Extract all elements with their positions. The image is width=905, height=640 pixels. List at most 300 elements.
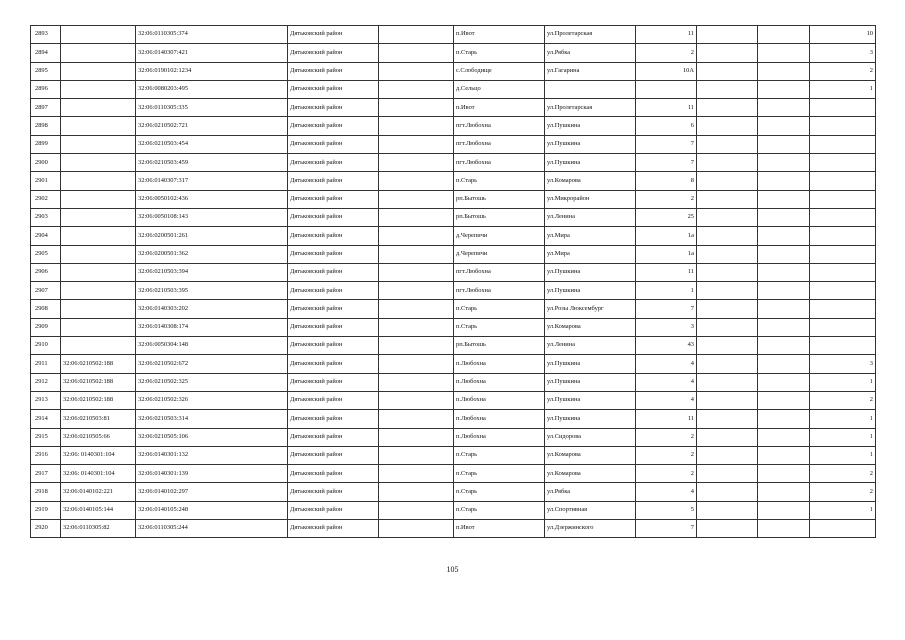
cell-row-number: 2912 — [31, 373, 61, 391]
cell-street: ул.Пушкина — [545, 410, 636, 428]
cell-settlement: рп.Бытошь — [454, 190, 545, 208]
cell-settlement: п.Старь — [454, 501, 545, 519]
cell-settlement: п.Старь — [454, 172, 545, 190]
cell-street: ул.Пролетарская — [545, 99, 636, 117]
cell-parent-cadastral-number — [61, 245, 136, 263]
cell-building — [697, 373, 758, 391]
cell-row-number: 2895 — [31, 62, 61, 80]
cell-district: Дятьковский район — [288, 410, 379, 428]
cell-building — [697, 245, 758, 263]
cell-house-number: 2 — [636, 465, 697, 483]
cell-district: Дятьковский район — [288, 428, 379, 446]
cell-cadastral-number: 32:06:0140308:174 — [136, 318, 288, 336]
cell-settlement: п.Старь — [454, 465, 545, 483]
cell-cadastral-number: 32:06:0210503:459 — [136, 154, 288, 172]
cell-apartment — [758, 62, 810, 80]
cell-empty-col — [379, 391, 454, 409]
cell-settlement: с.Слободище — [454, 62, 545, 80]
table-row — [31, 263, 876, 281]
cell-apartment — [758, 410, 810, 428]
cell-house-number: 5 — [636, 501, 697, 519]
cell-street: ул.Мира — [545, 227, 636, 245]
table-row — [31, 245, 876, 263]
cell-settlement: п.Ивот — [454, 99, 545, 117]
cell-apartment — [758, 154, 810, 172]
cell-house-number: 2 — [636, 190, 697, 208]
cell-house-number: 4 — [636, 373, 697, 391]
cell-settlement: п.Старь — [454, 446, 545, 464]
cell-empty-col — [379, 80, 454, 98]
cell-parent-cadastral-number — [61, 154, 136, 172]
cell-house-number: 11 — [636, 410, 697, 428]
cell-street: ул.Комарова — [545, 446, 636, 464]
cell-apartment — [758, 501, 810, 519]
cell-district: Дятьковский район — [288, 282, 379, 300]
cell-street: ул.Комарова — [545, 318, 636, 336]
cell-house-number: 6 — [636, 117, 697, 135]
cell-street: ул.Пушкина — [545, 391, 636, 409]
cell-row-number: 2920 — [31, 520, 61, 538]
cell-apartment — [758, 117, 810, 135]
cell-row-number: 2905 — [31, 245, 61, 263]
cell-house-number: 10А — [636, 62, 697, 80]
cell-count: 1 — [810, 80, 876, 98]
table-row — [31, 391, 876, 409]
cell-cadastral-number: 32:06:0210503:394 — [136, 263, 288, 281]
cell-parent-cadastral-number: 32:06:0110305:82 — [61, 520, 136, 538]
cell-district: Дятьковский район — [288, 208, 379, 226]
cell-building — [697, 391, 758, 409]
cell-apartment — [758, 318, 810, 336]
cell-empty-col — [379, 428, 454, 446]
table-row — [31, 62, 876, 80]
cell-apartment — [758, 99, 810, 117]
cell-street: ул.Ленина — [545, 208, 636, 226]
cell-empty-col — [379, 318, 454, 336]
table-row — [31, 190, 876, 208]
cell-building — [697, 282, 758, 300]
cell-count — [810, 135, 876, 153]
cell-parent-cadastral-number: 32:06:0210502:188 — [61, 391, 136, 409]
table-row — [31, 80, 876, 98]
table-row — [31, 282, 876, 300]
cell-district: Дятьковский район — [288, 80, 379, 98]
cell-building — [697, 263, 758, 281]
cell-building — [697, 154, 758, 172]
cell-parent-cadastral-number — [61, 190, 136, 208]
cell-apartment — [758, 520, 810, 538]
cell-cadastral-number: 32:06:0200501:362 — [136, 245, 288, 263]
cell-house-number: 7 — [636, 300, 697, 318]
cell-building — [697, 117, 758, 135]
cell-building — [697, 44, 758, 62]
cell-parent-cadastral-number: 32:06:0140105:144 — [61, 501, 136, 519]
cell-row-number: 2901 — [31, 172, 61, 190]
cell-building — [697, 172, 758, 190]
cell-row-number: 2900 — [31, 154, 61, 172]
cell-count: 3 — [810, 44, 876, 62]
cell-settlement: п.Старь — [454, 44, 545, 62]
table-row — [31, 44, 876, 62]
cell-empty-col — [379, 44, 454, 62]
cell-empty-col — [379, 483, 454, 501]
cell-count: 2 — [810, 62, 876, 80]
cell-cadastral-number: 32:06:0140301:132 — [136, 446, 288, 464]
table-row — [31, 483, 876, 501]
cell-house-number: 25 — [636, 208, 697, 226]
cell-building — [697, 99, 758, 117]
cell-building — [697, 62, 758, 80]
cell-cadastral-number: 32:06:0210502:721 — [136, 117, 288, 135]
cell-district: Дятьковский район — [288, 355, 379, 373]
cell-cadastral-number: 32:06:0110305:335 — [136, 99, 288, 117]
cell-district: Дятьковский район — [288, 154, 379, 172]
cell-street: ул.Микрорайон — [545, 190, 636, 208]
cell-parent-cadastral-number — [61, 282, 136, 300]
table-row — [31, 154, 876, 172]
cell-empty-col — [379, 446, 454, 464]
cell-district: Дятьковский район — [288, 300, 379, 318]
cell-parent-cadastral-number — [61, 26, 136, 44]
cell-parent-cadastral-number — [61, 318, 136, 336]
cell-parent-cadastral-number: 32:06:0210502:188 — [61, 373, 136, 391]
cell-empty-col — [379, 117, 454, 135]
cell-house-number: 2 — [636, 446, 697, 464]
table-row — [31, 410, 876, 428]
cell-count — [810, 208, 876, 226]
table-row — [31, 428, 876, 446]
cell-house-number: 4 — [636, 355, 697, 373]
cell-building — [697, 318, 758, 336]
cell-district: Дятьковский район — [288, 245, 379, 263]
cell-cadastral-number: 32:06:0050102:436 — [136, 190, 288, 208]
cell-empty-col — [379, 227, 454, 245]
cell-street: ул.Пушкина — [545, 263, 636, 281]
cell-street: ул.Пушкина — [545, 373, 636, 391]
cell-house-number: 1 — [636, 282, 697, 300]
cell-district: Дятьковский район — [288, 465, 379, 483]
cell-count — [810, 318, 876, 336]
cell-settlement: п.Любохна — [454, 355, 545, 373]
cell-street: ул.Сидорова — [545, 428, 636, 446]
cell-district: Дятьковский район — [288, 26, 379, 44]
cell-street — [545, 80, 636, 98]
cell-row-number: 2906 — [31, 263, 61, 281]
cell-empty-col — [379, 520, 454, 538]
cell-row-number: 2893 — [31, 26, 61, 44]
table-row — [31, 227, 876, 245]
cell-cadastral-number: 32:06:0210502:326 — [136, 391, 288, 409]
cell-row-number: 2902 — [31, 190, 61, 208]
cell-settlement: п.Любохна — [454, 373, 545, 391]
cell-row-number: 2907 — [31, 282, 61, 300]
table-row — [31, 337, 876, 355]
cell-district: Дятьковский район — [288, 117, 379, 135]
cell-count — [810, 337, 876, 355]
cell-apartment — [758, 282, 810, 300]
cell-house-number: 11 — [636, 99, 697, 117]
cell-parent-cadastral-number — [61, 62, 136, 80]
cell-building — [697, 300, 758, 318]
cell-parent-cadastral-number — [61, 300, 136, 318]
cell-empty-col — [379, 465, 454, 483]
table-row — [31, 300, 876, 318]
cell-empty-col — [379, 62, 454, 80]
cell-house-number: 2 — [636, 428, 697, 446]
cell-apartment — [758, 208, 810, 226]
cell-parent-cadastral-number: 32:06:0210503:81 — [61, 410, 136, 428]
cell-empty-col — [379, 373, 454, 391]
cell-empty-col — [379, 172, 454, 190]
cell-house-number: 8 — [636, 172, 697, 190]
cell-street: ул.Розы Люксембург — [545, 300, 636, 318]
cell-row-number: 2898 — [31, 117, 61, 135]
cell-cadastral-number: 32:06:0200501:261 — [136, 227, 288, 245]
cell-apartment — [758, 428, 810, 446]
cell-cadastral-number: 32:06:0110305:244 — [136, 520, 288, 538]
cell-empty-col — [379, 355, 454, 373]
cell-count — [810, 190, 876, 208]
cell-count — [810, 172, 876, 190]
cell-street: ул.Рябка — [545, 483, 636, 501]
cell-empty-col — [379, 135, 454, 153]
cell-cadastral-number: 32:06:0210502:672 — [136, 355, 288, 373]
cell-settlement: пгт.Любохна — [454, 154, 545, 172]
cell-row-number: 2904 — [31, 227, 61, 245]
cell-house-number: 11 — [636, 26, 697, 44]
cell-building — [697, 355, 758, 373]
cell-empty-col — [379, 263, 454, 281]
cell-count — [810, 245, 876, 263]
cell-street: ул.Рябка — [545, 44, 636, 62]
cell-cadastral-number: 32:06:0140301:139 — [136, 465, 288, 483]
table-row — [31, 172, 876, 190]
cell-street: ул.Мира — [545, 245, 636, 263]
cell-parent-cadastral-number: 32:06:0210502:188 — [61, 355, 136, 373]
cell-street: ул.Дзержинского — [545, 520, 636, 538]
cell-street: ул.Пушкина — [545, 117, 636, 135]
page-number: 105 — [446, 565, 459, 574]
table-row — [31, 208, 876, 226]
cell-row-number: 2897 — [31, 99, 61, 117]
cell-district: Дятьковский район — [288, 337, 379, 355]
cell-settlement: п.Ивот — [454, 26, 545, 44]
cell-row-number: 2910 — [31, 337, 61, 355]
cell-apartment — [758, 26, 810, 44]
cell-street: ул.Пушкина — [545, 282, 636, 300]
cell-count — [810, 154, 876, 172]
cell-building — [697, 135, 758, 153]
table-row — [31, 26, 876, 44]
cell-empty-col — [379, 154, 454, 172]
cell-cadastral-number: 32:06:0210503:454 — [136, 135, 288, 153]
cell-district: Дятьковский район — [288, 135, 379, 153]
cell-row-number: 2917 — [31, 465, 61, 483]
cell-cadastral-number: 32:06:0140105:248 — [136, 501, 288, 519]
cell-building — [697, 190, 758, 208]
cell-house-number: 4 — [636, 483, 697, 501]
cell-row-number: 2914 — [31, 410, 61, 428]
cell-street: ул.Комарова — [545, 172, 636, 190]
cell-settlement: пгт.Любохна — [454, 135, 545, 153]
table-body — [31, 26, 876, 538]
cell-district: Дятьковский район — [288, 483, 379, 501]
table-row — [31, 318, 876, 336]
cell-count — [810, 117, 876, 135]
cell-row-number: 2899 — [31, 135, 61, 153]
cell-parent-cadastral-number — [61, 99, 136, 117]
cell-cadastral-number: 32:06:0190102:1234 — [136, 62, 288, 80]
cell-cadastral-number: 32:06:0210505:106 — [136, 428, 288, 446]
cell-building — [697, 483, 758, 501]
cell-cadastral-number: 32:06:0140307:317 — [136, 172, 288, 190]
table-row — [31, 446, 876, 464]
cell-parent-cadastral-number — [61, 135, 136, 153]
cell-settlement: рп.Бытошь — [454, 208, 545, 226]
cell-building — [697, 208, 758, 226]
cell-cadastral-number: 32:06:0140303:202 — [136, 300, 288, 318]
cell-building — [697, 446, 758, 464]
cell-apartment — [758, 172, 810, 190]
cell-parent-cadastral-number: 32:06: 0140301:104 — [61, 465, 136, 483]
cell-row-number: 2894 — [31, 44, 61, 62]
cell-apartment — [758, 355, 810, 373]
cell-empty-col — [379, 190, 454, 208]
cell-cadastral-number: 32:06:0210503:395 — [136, 282, 288, 300]
cell-settlement: п.Старь — [454, 318, 545, 336]
cell-district: Дятьковский район — [288, 172, 379, 190]
table-row — [31, 501, 876, 519]
cell-district: Дятьковский район — [288, 446, 379, 464]
cell-district: Дятьковский район — [288, 501, 379, 519]
cell-settlement: п.Ивот — [454, 520, 545, 538]
cell-parent-cadastral-number — [61, 227, 136, 245]
cell-apartment — [758, 373, 810, 391]
cell-settlement: п.Любохна — [454, 428, 545, 446]
cell-apartment — [758, 245, 810, 263]
cadastral-table — [30, 25, 876, 538]
table-row — [31, 355, 876, 373]
cell-parent-cadastral-number — [61, 208, 136, 226]
cell-empty-col — [379, 410, 454, 428]
cell-street: ул.Гагарина — [545, 62, 636, 80]
cell-house-number: 7 — [636, 135, 697, 153]
cell-apartment — [758, 300, 810, 318]
cell-parent-cadastral-number — [61, 263, 136, 281]
cell-row-number: 2896 — [31, 80, 61, 98]
cell-count: 2 — [810, 391, 876, 409]
cell-apartment — [758, 337, 810, 355]
cell-settlement: д.Черепичи — [454, 245, 545, 263]
cell-row-number: 2919 — [31, 501, 61, 519]
cell-cadastral-number: 32:06:0210502:325 — [136, 373, 288, 391]
cell-count: 1 — [810, 410, 876, 428]
cell-count: 2 — [810, 465, 876, 483]
cell-district: Дятьковский район — [288, 263, 379, 281]
cell-row-number: 2918 — [31, 483, 61, 501]
cell-count — [810, 300, 876, 318]
cell-building — [697, 80, 758, 98]
cell-count: 1 — [810, 501, 876, 519]
table-row — [31, 520, 876, 538]
cell-apartment — [758, 465, 810, 483]
cell-building — [697, 337, 758, 355]
cell-apartment — [758, 483, 810, 501]
cell-settlement: д.Черепичи — [454, 227, 545, 245]
cell-parent-cadastral-number — [61, 80, 136, 98]
cell-cadastral-number: 32:06:0210503:314 — [136, 410, 288, 428]
cell-empty-col — [379, 282, 454, 300]
cell-count: 10 — [810, 26, 876, 44]
cell-settlement: п.Любохна — [454, 410, 545, 428]
cell-house-number: 2 — [636, 44, 697, 62]
cell-district: Дятьковский район — [288, 62, 379, 80]
cell-parent-cadastral-number — [61, 337, 136, 355]
cell-street: ул.Пушкина — [545, 154, 636, 172]
cell-parent-cadastral-number — [61, 117, 136, 135]
cell-row-number: 2915 — [31, 428, 61, 446]
cell-row-number: 2916 — [31, 446, 61, 464]
cell-house-number: 3 — [636, 318, 697, 336]
cell-settlement: п.Старь — [454, 300, 545, 318]
cell-street: ул.Пушкина — [545, 135, 636, 153]
cell-parent-cadastral-number — [61, 44, 136, 62]
cell-count — [810, 263, 876, 281]
cell-house-number: 43 — [636, 337, 697, 355]
cell-row-number: 2911 — [31, 355, 61, 373]
cell-house-number: 1а — [636, 245, 697, 263]
table-row — [31, 465, 876, 483]
cell-cadastral-number: 32:06:0050108:143 — [136, 208, 288, 226]
cell-empty-col — [379, 208, 454, 226]
cell-district: Дятьковский район — [288, 391, 379, 409]
table-row — [31, 117, 876, 135]
cell-district: Дятьковский район — [288, 373, 379, 391]
cell-street: ул.Пушкина — [545, 355, 636, 373]
cell-empty-col — [379, 26, 454, 44]
cell-district: Дятьковский район — [288, 44, 379, 62]
cell-parent-cadastral-number: 32:06:0140102:221 — [61, 483, 136, 501]
cell-street: ул.Пролетарская — [545, 26, 636, 44]
cell-parent-cadastral-number: 32:06: 0140301:104 — [61, 446, 136, 464]
cell-cadastral-number: 32:06:0140307:421 — [136, 44, 288, 62]
cell-apartment — [758, 446, 810, 464]
cell-house-number: 7 — [636, 520, 697, 538]
table-row — [31, 373, 876, 391]
cell-district: Дятьковский район — [288, 520, 379, 538]
cell-house-number — [636, 80, 697, 98]
cell-empty-col — [379, 501, 454, 519]
cell-row-number: 2909 — [31, 318, 61, 336]
cell-apartment — [758, 135, 810, 153]
cell-settlement: пгт.Любохна — [454, 117, 545, 135]
cell-apartment — [758, 190, 810, 208]
cell-settlement: п.Любохна — [454, 391, 545, 409]
cell-count: 1 — [810, 373, 876, 391]
cell-apartment — [758, 80, 810, 98]
cell-parent-cadastral-number — [61, 172, 136, 190]
cell-cadastral-number: 32:06:0140102:297 — [136, 483, 288, 501]
cell-count: 2 — [810, 483, 876, 501]
cell-cadastral-number: 32:06:0110305:374 — [136, 26, 288, 44]
cell-street: ул.Спортивная — [545, 501, 636, 519]
cell-count — [810, 99, 876, 117]
cell-house-number: 4 — [636, 391, 697, 409]
cell-settlement: д.Сельцо — [454, 80, 545, 98]
cell-building — [697, 428, 758, 446]
cell-count: 3 — [810, 355, 876, 373]
cell-district: Дятьковский район — [288, 99, 379, 117]
